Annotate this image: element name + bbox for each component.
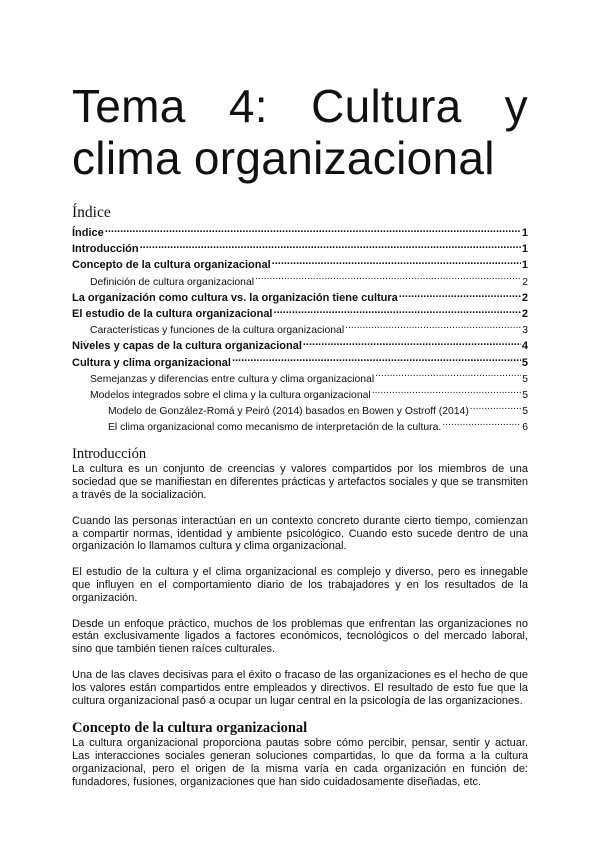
toc-entry[interactable] xyxy=(72,273,528,289)
toc-entry-label: Niveles y capas de la cultura organizacional xyxy=(72,340,302,353)
toc-entry-label: Modelos integrados sobre el clima y la cultura organizacional xyxy=(90,389,371,401)
toc-entry-page: 2 xyxy=(522,276,528,288)
toc-entry-page: 5 xyxy=(522,373,528,385)
toc-entry-label: Características y funciones de la cultura organizacional xyxy=(90,325,345,337)
concept-section xyxy=(72,737,528,788)
toc-entry-label: Semejanzas y diferencias entre cultura y clima organizacional xyxy=(90,373,375,385)
toc-entry-label: Definición de cultura organizacional xyxy=(90,276,255,288)
toc-entry[interactable] xyxy=(72,337,528,353)
toc-leader-dots xyxy=(375,370,521,382)
toc-entry-page: 5 xyxy=(522,389,528,401)
toc-entry[interactable] xyxy=(72,386,528,402)
body-paragraph: La cultura es un conjunto de creencias y valores compartidos por los miembros de una sociedad que se manifiestan en diferentes prácticas y artefactos sociales y que se transmiten a través de la socialización. xyxy=(72,463,528,502)
intro-heading: Introducción xyxy=(72,446,147,463)
title-word: Tema xyxy=(72,80,186,132)
toc-entry-label: Índice xyxy=(72,227,104,239)
toc-entry-page: 4 xyxy=(521,340,528,353)
toc-entry[interactable] xyxy=(72,321,528,337)
toc-leader-dots xyxy=(232,354,521,366)
title-line-1 xyxy=(72,80,528,132)
toc-entry-page: 1 xyxy=(521,259,528,272)
document-page xyxy=(72,0,528,802)
toc-entry[interactable] xyxy=(72,370,528,386)
toc-entry-page: 1 xyxy=(521,243,528,256)
toc-entry[interactable] xyxy=(72,305,528,321)
toc-leader-dots xyxy=(372,386,522,398)
toc-entry-page: 1 xyxy=(521,227,528,239)
toc-entry-label: Modelo de González-Romá y Peiró (2014) basados en Bowen y Ostroff (2014) xyxy=(108,406,469,418)
intro-section xyxy=(72,463,528,707)
toc-entry-page: 6 xyxy=(522,422,528,434)
toc-entry[interactable] xyxy=(72,354,528,370)
title-line-2: clima organizacional xyxy=(72,132,495,184)
toc-leader-dots xyxy=(442,418,521,430)
toc-entry-page: 2 xyxy=(521,291,528,304)
toc-leader-dots xyxy=(303,337,521,349)
title-word: 4: xyxy=(228,80,268,132)
toc-entry-label: El estudio de la cultura organizacional xyxy=(72,307,273,320)
toc-entry[interactable] xyxy=(72,289,528,305)
toc-entry-label: El clima organizacional como mecanismo de interpretación de la cultura. xyxy=(108,422,442,434)
toc-leader-dots xyxy=(274,305,521,317)
toc-entry[interactable] xyxy=(72,240,528,256)
document-title xyxy=(72,80,528,184)
toc-entry-page: 5 xyxy=(522,406,528,418)
toc-leader-dots xyxy=(255,273,521,285)
body-paragraph: Cuando las personas interactúan en un contexto concreto durante cierto tiempo, comienzan a compartir normas, identidad y ambiente psicológico. Cuando esto sucede dentro de una organización lo llamamos cultura y clima organizacional. xyxy=(72,514,528,553)
toc-entry-page: 5 xyxy=(521,356,528,369)
toc-leader-dots xyxy=(345,321,521,333)
table-of-contents xyxy=(72,224,528,434)
toc-leader-dots xyxy=(272,256,521,268)
toc-leader-dots xyxy=(399,289,521,301)
title-word: Cultura xyxy=(311,80,462,132)
toc-entry[interactable] xyxy=(72,224,528,240)
body-paragraph: Desde un enfoque práctico, muchos de los problemas que enfrentan las organizaciones no están exclusivamente ligados a factores económicos, tecnológicos o del mercado laboral, sino que también tienen raíces culturales. xyxy=(72,617,528,656)
toc-entry[interactable] xyxy=(72,418,528,434)
toc-heading: Índice xyxy=(72,204,111,221)
toc-entry-page: 3 xyxy=(522,325,528,337)
title-word: y xyxy=(504,80,528,132)
toc-entry-label: Introducción xyxy=(72,243,139,256)
toc-entry[interactable] xyxy=(72,256,528,272)
toc-entry[interactable] xyxy=(72,402,528,418)
toc-entry-page: 2 xyxy=(521,307,528,320)
toc-leader-dots xyxy=(105,224,521,236)
body-paragraph: Una de las claves decisivas para el éxito o fracaso de las organizaciones es el hecho de que los valores están compartidos entre empleados y directivos. El resultado de esto fue que la cultura organizacional pasó a ocupar un lugar central en la psicología de las organizaciones. xyxy=(72,669,528,707)
toc-leader-dots xyxy=(140,240,521,252)
concept-heading: Concepto de la cultura organizacional xyxy=(72,720,308,737)
body-paragraph: La cultura organizacional proporciona pautas sobre cómo percibir, pensar, sentir y actuar. Las interacciones sociales generan soluciones compartidas, lo que da forma a la cultura organizacional, pero el origen de la misma varía en cada organización en función de: fundadores, fusiones, organizaciones que han sido cuidadosamente diseñadas, etc. xyxy=(72,737,528,788)
body-paragraph: El estudio de la cultura y el clima organizacional es complejo y diverso, pero es innegable que influyen en el comportamiento diario de los trabajadores y en los resultados de la organización. xyxy=(72,566,528,604)
toc-entry-label: La organización como cultura vs. la organización tiene cultura xyxy=(72,291,398,304)
toc-entry-label: Concepto de la cultura organizacional xyxy=(72,259,271,272)
toc-leader-dots xyxy=(470,402,521,414)
toc-entry-label: Cultura y clima organizacional xyxy=(72,356,231,369)
